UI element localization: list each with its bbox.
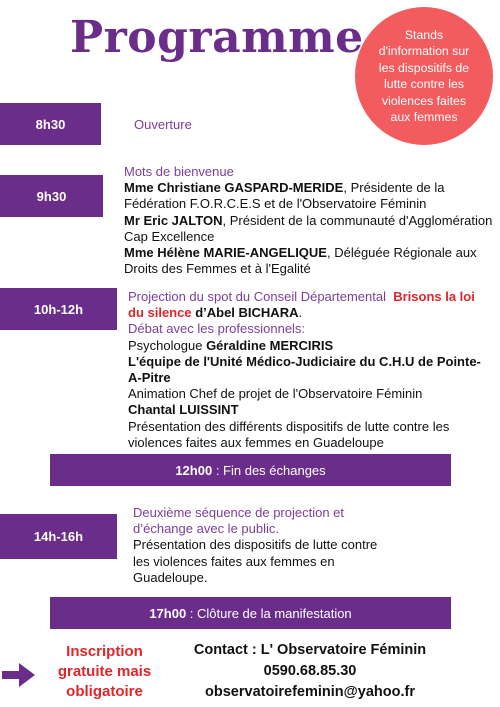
registration-line: gratuite mais (57, 663, 152, 680)
time-block-9h30: 9h30 (0, 175, 103, 217)
projection-line (128, 289, 493, 321)
time-block-10h-12h: 10h-12h (0, 288, 117, 330)
presentation-text: Présentation des différents dispositifs de lutte contre les violences faites aux femmes en Guadeloupe (128, 418, 450, 450)
arrow-right-icon (2, 662, 36, 693)
speaker-role: , Président de la communauté d'Agglomération Cap Excellence (124, 212, 493, 244)
speaker-role: , Présidente de la Fédération F.O.R.C.E.S et de l'Observatoire Féminin (124, 180, 445, 212)
medical-team: L'équipe de l'Unité Médico-Judiciaire du C.H.U de Pointe-A-Pitre (128, 353, 481, 386)
speaker-name: Mme Hélène MARIE-ANGELIQUE (124, 245, 327, 261)
badge-line: lutte contre les (384, 77, 464, 91)
second-sequence-heading: Deuxième séquence de projection et d’échange avec le public. (133, 505, 345, 537)
opening-label: Ouverture (134, 117, 192, 132)
page-title: Programme (70, 12, 364, 63)
bar-label: : Fin des échanges (212, 462, 326, 478)
contact-title: Contact : L' Observatoire Féminin (193, 642, 427, 658)
speaker-name: Mme Christiane GASPARD-MERIDE (124, 180, 344, 196)
badge-line: violences faites (381, 93, 467, 108)
psychologist-prefix: Psychologue (128, 337, 207, 353)
second-presentation-text: Présentation des dispositifs de lutte contre les violences faites aux femmes en Guadeloupe. (133, 537, 378, 585)
bar-time: 17h00 (149, 605, 187, 621)
debate-section (128, 289, 493, 451)
speaker-entry (124, 245, 496, 277)
registration-note (42, 642, 167, 702)
contact-phone: 0590.68.85.30 (263, 663, 357, 679)
bar-label: : Clôture de la manifestation (186, 605, 352, 621)
spot-title: Brisons la loi du silence (128, 289, 475, 321)
end-of-exchanges-bar (50, 454, 451, 486)
bar-time: 12h00 (175, 462, 213, 478)
spot-end: . (298, 305, 303, 321)
projection-text: Projection du spot du Conseil Départemental (128, 289, 386, 304)
speaker-entry (124, 213, 496, 245)
badge-line: d'information sur (378, 44, 470, 58)
time-block-8h30: 8h30 (0, 103, 101, 145)
time-block-14h-16h: 14h-16h (0, 514, 117, 559)
animator-name: Chantal LUISSINT (128, 402, 239, 418)
speaker-role: , Déléguée Régionale aux Droits des Femmes et à l'Egalité (124, 245, 477, 277)
spot-author: d’Abel BICHARA (191, 305, 299, 321)
debate-heading: Débat avec les professionnels: (128, 321, 306, 337)
contact-block (185, 640, 435, 703)
badge-line: Stands (404, 27, 444, 42)
registration-line: obligatoire (66, 683, 143, 700)
badge-line: aux femmes (390, 110, 458, 124)
welcome-heading: Mots de bienvenue (124, 164, 234, 179)
speaker-entry (124, 180, 496, 212)
animation-line: Animation Chef de projet de l'Observatoire Féminin (128, 386, 423, 402)
psychologist-line (128, 338, 493, 354)
welcome-section (124, 164, 496, 277)
speaker-name: Mr Eric JALTON (124, 212, 223, 228)
registration-line: Inscription (66, 643, 143, 660)
contact-email: observatoirefeminin@yahoo.fr (205, 684, 415, 700)
badge-line: les dispositifs de (378, 60, 470, 75)
psychologist-name: Géraldine MERCIRIS (206, 337, 334, 353)
info-stands-badge (355, 7, 493, 145)
closing-bar (50, 597, 451, 629)
second-sequence-section (133, 505, 378, 586)
